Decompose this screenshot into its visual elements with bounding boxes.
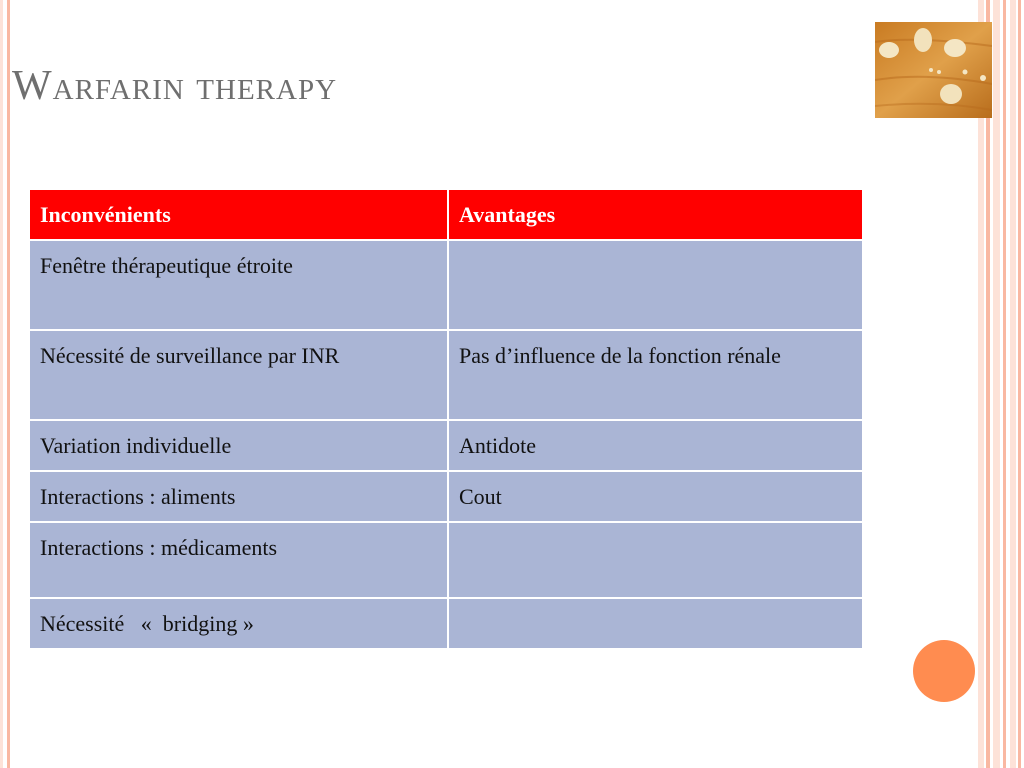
slide-title: Warfarin therapy: [12, 63, 338, 109]
table-row: [29, 330, 863, 420]
cell-inconvenient: Interactions : médicaments: [29, 522, 448, 598]
cell-avantage: [448, 598, 863, 649]
cell-avantage: Antidote: [448, 420, 863, 471]
right-stripe-5: [1010, 0, 1016, 768]
cell-inconvenient: Nécessité « bridging »: [29, 598, 448, 649]
table-row: [29, 420, 863, 471]
comparison-table: [28, 188, 864, 650]
right-stripe-6: [1018, 0, 1021, 768]
left-stripe-inner: [7, 0, 10, 768]
cell-avantage: [448, 240, 863, 330]
cell-inconvenient: Nécessité de surveillance par INR: [29, 330, 448, 420]
table-row: [29, 471, 863, 522]
right-stripe-3: [993, 0, 1000, 768]
cell-avantage: Cout: [448, 471, 863, 522]
pills-photo: [875, 22, 992, 118]
cell-avantage: [448, 522, 863, 598]
cell-avantage: Pas d’influence de la fonction rénale: [448, 330, 863, 420]
table-row: [29, 598, 863, 649]
header-inconvenients: Inconvénients: [29, 189, 448, 240]
table-header-row: [29, 189, 863, 240]
cell-inconvenient: Variation individuelle: [29, 420, 448, 471]
right-stripe-4: [1003, 0, 1006, 768]
left-stripe-outer: [0, 0, 3, 768]
table-row: [29, 522, 863, 598]
accent-circle: [913, 640, 975, 702]
cell-inconvenient: Fenêtre thérapeutique étroite: [29, 240, 448, 330]
cell-inconvenient: Interactions : aliments: [29, 471, 448, 522]
table-row: [29, 240, 863, 330]
header-avantages: Avantages: [448, 189, 863, 240]
